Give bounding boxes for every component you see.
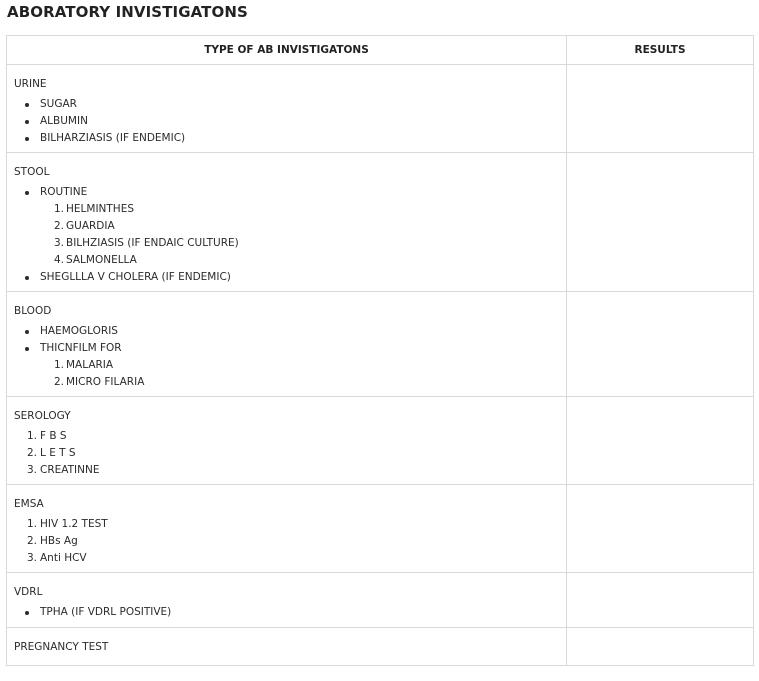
investigation-cell: [7, 485, 567, 573]
bullet-icon: [25, 103, 29, 107]
list-item: BILHARZIASIS (IF ENDEMIC): [14, 130, 566, 147]
table-header-row: [7, 36, 754, 65]
list-item: 1. F B S: [27, 430, 67, 442]
category-label: STOOL: [14, 166, 50, 178]
list-item: ROUTINE: [14, 184, 566, 201]
bullet-icon: [25, 191, 29, 195]
list-item: SHEGLLLA V CHOLERA (IF ENDEMIC): [14, 269, 566, 286]
category-label: VDRL: [14, 586, 43, 598]
investigation-cell: [7, 65, 567, 153]
result-cell[interactable]: [567, 628, 754, 666]
bullet-list: [14, 269, 566, 286]
bullet-list: [14, 323, 566, 357]
bullet-list: [14, 184, 566, 201]
result-cell[interactable]: [567, 397, 754, 485]
list-item: TPHA (IF VDRL POSITIVE): [14, 604, 566, 621]
list-item: 1. MALARIA: [54, 359, 114, 371]
list-item: HAEMOGLORIS: [14, 323, 566, 340]
list-item: 2. HBs Ag: [27, 535, 78, 547]
table-row-stool: [7, 153, 754, 292]
table-row-urine: [7, 65, 754, 153]
table-row-blood: [7, 292, 754, 397]
page-title: ABORATORY INVISTIGATONS: [7, 3, 248, 21]
list-item: THICNFILM FOR: [14, 340, 566, 357]
bullet-icon: [25, 276, 29, 280]
table-row-emsa: [7, 485, 754, 573]
investigation-cell: [7, 292, 567, 397]
list-item: 3. Anti HCV: [27, 552, 87, 564]
category-label: EMSA: [14, 498, 44, 510]
numbered-list: [14, 428, 566, 479]
investigation-cell: [7, 153, 567, 292]
bullet-icon: [25, 330, 29, 334]
bullet-icon: [25, 611, 29, 615]
list-item: 3. BILHZIASIS (IF ENDAIC CULTURE): [54, 237, 239, 249]
category-label: URINE: [14, 78, 47, 90]
header-results: RESULTS: [567, 36, 754, 65]
investigation-cell: [7, 573, 567, 628]
bullet-icon: [25, 347, 29, 351]
bullet-list: [14, 604, 566, 621]
list-item: ALBUMIN: [14, 113, 566, 130]
category-label: SEROLOGY: [14, 410, 71, 422]
table-row-serology: [7, 397, 754, 485]
list-item: 2. L E T S: [27, 447, 76, 459]
lab-investigations-table: [6, 35, 754, 666]
numbered-sublist: [14, 201, 566, 269]
bullet-icon: [25, 137, 29, 141]
bullet-list: [14, 96, 566, 147]
bullet-icon: [25, 120, 29, 124]
list-item: 4. SALMONELLA: [54, 254, 137, 266]
list-item: 2. GUARDIA: [54, 220, 115, 232]
investigation-cell: [7, 628, 567, 666]
category-label: PREGNANCY TEST: [14, 641, 109, 653]
list-item: SUGAR: [14, 96, 566, 113]
list-item: 1. HELMINTHES: [54, 203, 134, 215]
list-item: 1. HIV 1.2 TEST: [27, 518, 108, 530]
table-row-pregnancy: [7, 628, 754, 666]
numbered-sublist: [14, 357, 566, 391]
result-cell[interactable]: [567, 573, 754, 628]
category-label: BLOOD: [14, 305, 52, 317]
result-cell[interactable]: [567, 65, 754, 153]
numbered-list: [14, 516, 566, 567]
result-cell[interactable]: [567, 292, 754, 397]
result-cell[interactable]: [567, 485, 754, 573]
investigation-cell: [7, 397, 567, 485]
list-item: 3. CREATINNE: [27, 464, 100, 476]
list-item: 2. MICRO FILARIA: [54, 376, 145, 388]
result-cell[interactable]: [567, 153, 754, 292]
header-investigation-type: TYPE OF AB INVISTIGATONS: [7, 36, 567, 65]
table-row-vdrl: [7, 573, 754, 628]
